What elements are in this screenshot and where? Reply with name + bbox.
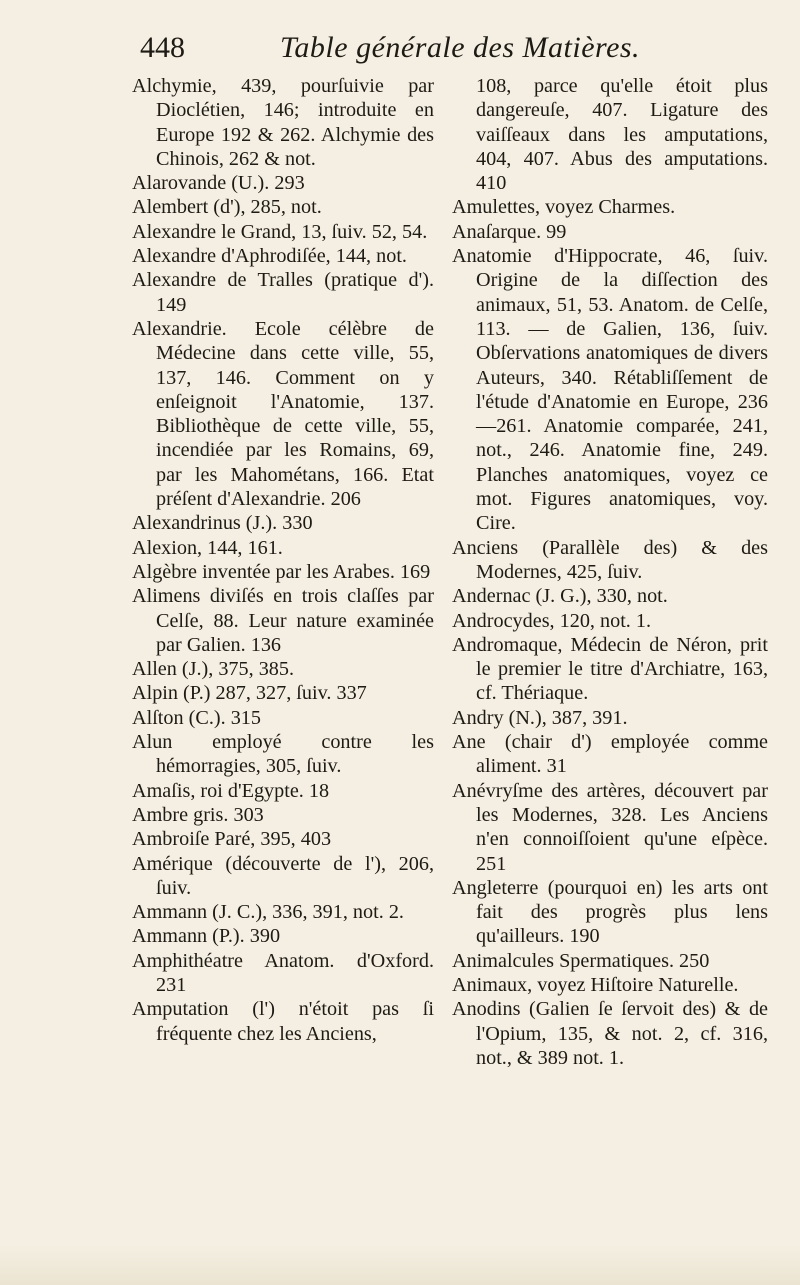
page-bottom-margin (0, 1245, 800, 1285)
index-entry: Anodins (Galien ſe ſervoit des) & de l'Opium, 135, & not. 2, cf. 316, not., & 389 not. 1. (452, 998, 768, 1069)
index-entry: Amputation (l') n'étoit pas ſi fréquente chez les Anciens, (132, 998, 434, 1045)
index-entry: Animalcules Spermatiques. 250 (452, 949, 710, 972)
index-entry: Alſton (C.). 315 (132, 706, 261, 729)
index-entry: Androcydes, 120, not. 1. (452, 609, 652, 632)
right-column (452, 74, 768, 1070)
index-entry: Alpin (P.) 287, 327, ſuiv. 337 (132, 682, 367, 705)
left-column (132, 74, 434, 1046)
index-entry: Anévryſme des artères, découvert par les Modernes, 328. Les Anciens n'en connoiſſoient qu'une eſpèce. 251 (452, 779, 768, 875)
index-entry: Algèbre inventée par les Arabes. 169 (132, 560, 431, 583)
index-entry: Angleterre (pourquoi en) les arts ont fait des progrès plus lens qu'ailleurs. 190 (452, 876, 768, 948)
index-entry: Alexandre d'Aphrodiſée, 144, not. (132, 245, 407, 268)
index-entry: Alexion, 144, 161. (132, 536, 283, 559)
page-number: 448 (140, 31, 185, 64)
index-entry: Alexandre le Grand, 13, ſuiv. 52, 54. (132, 220, 428, 243)
index-entry: Amaſis, roi d'Egypte. 18 (132, 779, 330, 802)
index-entry: Andry (N.), 387, 391. (452, 706, 628, 729)
index-entry: Alembert (d'), 285, not. (132, 196, 322, 219)
index-entry: Anaſarque. 99 (452, 220, 567, 243)
index-entry: Andromaque, Médecin de Néron, prit le premier le titre d'Archiatre, 163, cf. Thériaque. (452, 633, 768, 705)
index-entry: Animaux, voyez Hiſtoire Naturelle. (452, 973, 739, 996)
index-entry: Alexandrinus (J.). 330 (132, 512, 313, 535)
index-entry: Andernac (J. G.), 330, not. (452, 585, 668, 608)
page-header (140, 28, 780, 72)
index-entry: Ambre gris. 303 (132, 803, 264, 826)
index-entry: Alexandre de Tralles (pratique d'). 149 (132, 269, 434, 316)
index-entry: Allen (J.), 375, 385. (132, 658, 295, 681)
index-entry: Anatomie d'Hippocrate, 46, ſuiv. Origine de la diſſection des animaux, 51, 53. Anatom. de Celſe, 113. — de Galien, 136, ſuiv. Obſervations anatomiques de divers Auteurs, 340. Rétabliſſement de l'étude d'Anatomie en Europe, 236—261. Anatomie comparée, 241, not., 246. Anatomie fine, 249. Planches anatomiques, voyez ce mot. Figures anatomiques, voy. Cire. (452, 245, 768, 535)
index-entry-continued: 108, parce qu'elle étoit plus dangereuſe, 407. Ligature des vaiſſeaux dans les amputations, 404, 407. Abus des amputations. 410 (476, 75, 768, 195)
index-entry: Alun employé contre les hémorragies, 305, ſuiv. (132, 731, 434, 778)
running-title: Table générale des Matières. (280, 31, 641, 64)
index-entry: Amphithéatre Anatom. d'Oxford. 231 (132, 949, 434, 996)
index-entry: Ammann (P.). 390 (132, 925, 281, 948)
index-entry: Amérique (découverte de l'), 206, ſuiv. (132, 852, 434, 899)
index-entry: Ammann (J. C.), 336, 391, not. 2. (132, 901, 404, 924)
index-entry: Alexandrie. Ecole célèbre de Médecine dans cette ville, 55, 137, 146. Comment on y enſeignoit l'Anatomie, 137. Bibliothèque de cette ville, 55, incendiée par les Romains, 69, par les Mahométans, 166. Etat préſent d'Alexandrie. 206 (132, 317, 434, 511)
index-entry: Ane (chair d') employée comme aliment. 31 (452, 731, 768, 778)
index-entry: Amulettes, voyez Charmes. (452, 196, 676, 219)
index-entry: Alimens diviſés en trois claſſes par Celſe, 88. Leur nature examinée par Galien. 136 (132, 585, 434, 656)
index-entry: Alchymie, 439, pourſuivie par Dioclétien, 146; introduite en Europe 192 & 262. Alchymie des Chinois, 262 & not. (132, 75, 434, 170)
index-entry: Ambroiſe Paré, 395, 403 (132, 828, 332, 851)
index-entry: Alarovande (U.). 293 (132, 172, 305, 195)
index-entry: Anciens (Parallèle des) & des Modernes, 425, ſuiv. (452, 536, 768, 583)
